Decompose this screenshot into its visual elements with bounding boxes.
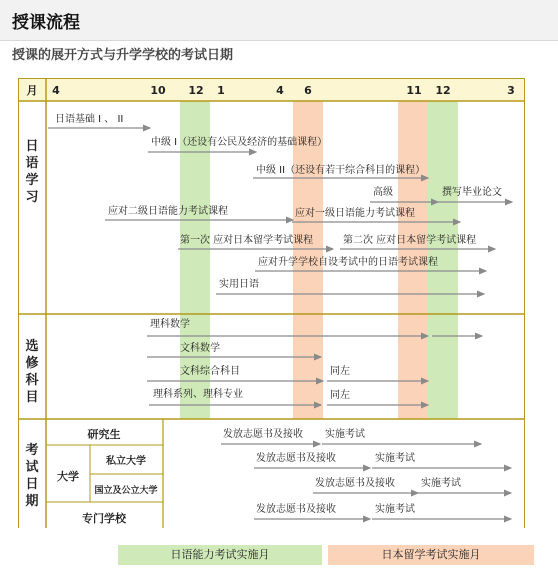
section-label-japanese: 习 [25, 190, 39, 205]
row-label: 同左 [330, 366, 350, 377]
exam-row-graduate: 研究生 [87, 428, 121, 441]
section-label-japanese: 学 [25, 173, 39, 188]
row-label: 第一次 应对日本留学考试课程 [180, 235, 314, 246]
page-title: 授课流程 [12, 13, 80, 33]
section-label-exams: 期 [25, 494, 39, 509]
exam-row-private-university: 私立大学 [106, 456, 146, 467]
exam-apply-label: 发放志愿书及接收 [223, 429, 303, 440]
month-tick-label: 6 [304, 84, 312, 97]
exam-held-label: 实施考试 [421, 478, 461, 489]
month-header-label: 月 [26, 84, 38, 97]
section-label-exams: 日 [25, 477, 39, 492]
row-label: 同左 [330, 390, 350, 401]
exam-apply-label: 发放志愿书及接收 [315, 478, 395, 489]
legend-green: 日语能力考试实施月 [118, 545, 322, 565]
row-label: 日语基础 I 、 II [55, 114, 124, 125]
exam-held-label: 实施考试 [375, 504, 415, 515]
section-label-exams: 试 [25, 460, 39, 475]
month-tick-label: 3 [507, 84, 515, 97]
row-label: 文科综合科目 [180, 366, 240, 377]
month-tick-label: 11 [406, 84, 422, 97]
exam-held-label: 实施考试 [375, 453, 415, 464]
row-label: 理科系列、理科专业 [153, 389, 243, 400]
section-label-japanese: 日 [25, 139, 39, 154]
exam-row-university: 大学 [57, 470, 79, 483]
row-label: 高级 [373, 187, 393, 198]
month-tick-label: 10 [150, 84, 166, 97]
month-tick-label: 1 [217, 84, 225, 97]
row-label: 理科数学 [150, 319, 190, 330]
month-tick-label: 12 [188, 84, 204, 97]
section-label-electives: 目 [25, 390, 39, 405]
row-label: 应对二级日语能力考试课程 [108, 206, 228, 217]
row-label: 中级 I（还设有公民及经济的基础课程） [151, 137, 328, 148]
exam-apply-label: 发放志愿书及接收 [256, 504, 336, 515]
legend-orange: 日本留学考试实施月 [328, 545, 534, 565]
exam-held-label: 实施考试 [325, 429, 365, 440]
row-label: 应对一级日语能力考试课程 [295, 208, 415, 219]
section-label-electives: 选 [25, 339, 39, 354]
row-label: 撰写毕业论文 [442, 187, 502, 198]
row-label: 中级 II（还设有若干综合科目的课程） [256, 165, 426, 176]
exam-row-vocational: 专门学校 [82, 512, 126, 525]
month-tick-label: 4 [52, 84, 60, 97]
page-subtitle: 授课的展开方式与升学学校的考试日期 [12, 48, 234, 63]
exam-apply-label: 发放志愿书及接收 [256, 453, 336, 464]
section-label-electives: 修 [25, 356, 39, 371]
schedule-diagram [18, 78, 525, 528]
title-bar [0, 0, 558, 41]
month-tick-label: 12 [435, 84, 451, 97]
month-tick-label: 4 [276, 84, 284, 97]
row-label: 实用日语 [219, 279, 259, 290]
row-label: 文科数学 [180, 343, 220, 354]
section-label-exams: 考 [25, 443, 39, 458]
row-label: 应对升学学校自设考试中的日语考试课程 [258, 257, 438, 268]
row-label: 第二次 应对日本留学考试课程 [343, 235, 477, 246]
section-label-japanese: 语 [25, 156, 39, 171]
exam-row-public-university: 国立及公立大学 [94, 486, 158, 496]
section-label-electives: 科 [25, 373, 39, 388]
